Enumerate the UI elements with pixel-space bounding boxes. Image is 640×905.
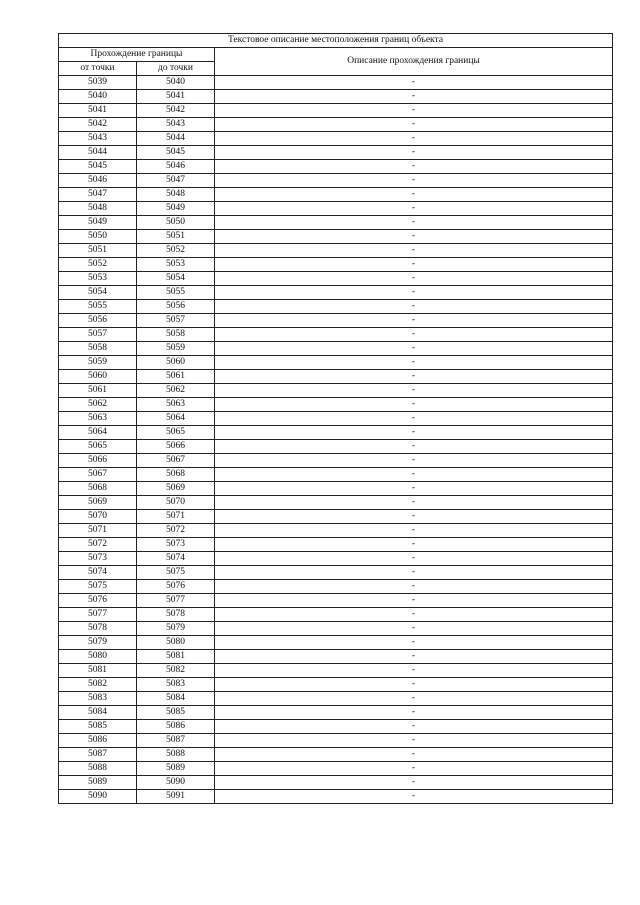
document-page	[58, 33, 612, 804]
to-point-cell: 5081	[137, 650, 215, 664]
from-point-cell: 5051	[59, 244, 137, 258]
to-point-cell: 5071	[137, 510, 215, 524]
from-point-cell: 5044	[59, 146, 137, 160]
description-cell: -	[215, 552, 613, 566]
to-point-cell: 5051	[137, 230, 215, 244]
to-point-cell: 5043	[137, 118, 215, 132]
from-point-cell: 5041	[59, 104, 137, 118]
description-cell: -	[215, 174, 613, 188]
from-point-cell: 5048	[59, 202, 137, 216]
description-cell: -	[215, 748, 613, 762]
from-point-cell: 5039	[59, 76, 137, 90]
from-point-cell: 5065	[59, 440, 137, 454]
to-point-cell: 5074	[137, 552, 215, 566]
table-row	[59, 636, 613, 650]
description-cell: -	[215, 230, 613, 244]
table-row	[59, 286, 613, 300]
from-point-cell: 5080	[59, 650, 137, 664]
table-row	[59, 538, 613, 552]
table-row	[59, 300, 613, 314]
description-cell: -	[215, 118, 613, 132]
description-column-header: Описание прохождения границы	[215, 48, 613, 76]
table-row	[59, 790, 613, 804]
description-cell: -	[215, 524, 613, 538]
from-point-cell: 5072	[59, 538, 137, 552]
to-point-cell: 5062	[137, 384, 215, 398]
to-point-cell: 5076	[137, 580, 215, 594]
to-point-cell: 5054	[137, 272, 215, 286]
description-cell: -	[215, 342, 613, 356]
table-row	[59, 566, 613, 580]
from-point-column-header: от точки	[59, 62, 137, 76]
description-cell: -	[215, 566, 613, 580]
to-point-cell: 5068	[137, 468, 215, 482]
from-point-cell: 5062	[59, 398, 137, 412]
table-row	[59, 468, 613, 482]
to-point-cell: 5069	[137, 482, 215, 496]
table-row	[59, 356, 613, 370]
description-cell: -	[215, 650, 613, 664]
to-point-cell: 5063	[137, 398, 215, 412]
to-point-cell: 5089	[137, 762, 215, 776]
boundary-passage-header: Прохождение границы	[59, 48, 215, 62]
description-cell: -	[215, 146, 613, 160]
table-row	[59, 314, 613, 328]
from-point-cell: 5054	[59, 286, 137, 300]
table-row	[59, 720, 613, 734]
from-point-cell: 5042	[59, 118, 137, 132]
description-cell: -	[215, 76, 613, 90]
description-cell: -	[215, 636, 613, 650]
from-point-cell: 5045	[59, 160, 137, 174]
table-row	[59, 664, 613, 678]
description-cell: -	[215, 482, 613, 496]
to-point-cell: 5064	[137, 412, 215, 426]
table-row	[59, 202, 613, 216]
description-cell: -	[215, 734, 613, 748]
from-point-cell: 5086	[59, 734, 137, 748]
description-cell: -	[215, 608, 613, 622]
from-point-cell: 5089	[59, 776, 137, 790]
to-point-cell: 5059	[137, 342, 215, 356]
from-point-cell: 5053	[59, 272, 137, 286]
from-point-cell: 5059	[59, 356, 137, 370]
table-row	[59, 244, 613, 258]
table-row	[59, 748, 613, 762]
description-cell: -	[215, 258, 613, 272]
table-row	[59, 762, 613, 776]
from-point-cell: 5056	[59, 314, 137, 328]
table-row	[59, 496, 613, 510]
to-point-cell: 5073	[137, 538, 215, 552]
description-cell: -	[215, 384, 613, 398]
table-title: Текстовое описание местоположения границ объекта	[59, 34, 613, 48]
to-point-cell: 5047	[137, 174, 215, 188]
to-point-cell: 5050	[137, 216, 215, 230]
to-point-cell: 5058	[137, 328, 215, 342]
from-point-cell: 5050	[59, 230, 137, 244]
to-point-cell: 5083	[137, 678, 215, 692]
from-point-cell: 5057	[59, 328, 137, 342]
from-point-cell: 5082	[59, 678, 137, 692]
table-row	[59, 552, 613, 566]
from-point-cell: 5066	[59, 454, 137, 468]
description-cell: -	[215, 370, 613, 384]
table-row	[59, 174, 613, 188]
table-row	[59, 258, 613, 272]
table-row	[59, 454, 613, 468]
description-cell: -	[215, 412, 613, 426]
from-point-cell: 5088	[59, 762, 137, 776]
from-point-cell: 5064	[59, 426, 137, 440]
table-row	[59, 426, 613, 440]
description-cell: -	[215, 104, 613, 118]
description-cell: -	[215, 90, 613, 104]
table-row	[59, 76, 613, 90]
description-cell: -	[215, 720, 613, 734]
description-cell: -	[215, 286, 613, 300]
to-point-cell: 5066	[137, 440, 215, 454]
from-point-cell: 5049	[59, 216, 137, 230]
table-row	[59, 594, 613, 608]
description-cell: -	[215, 678, 613, 692]
to-point-cell: 5044	[137, 132, 215, 146]
from-point-cell: 5069	[59, 496, 137, 510]
from-point-cell: 5081	[59, 664, 137, 678]
from-point-cell: 5079	[59, 636, 137, 650]
to-point-cell: 5045	[137, 146, 215, 160]
from-point-cell: 5063	[59, 412, 137, 426]
description-cell: -	[215, 440, 613, 454]
description-cell: -	[215, 622, 613, 636]
description-cell: -	[215, 496, 613, 510]
description-cell: -	[215, 706, 613, 720]
table-row	[59, 510, 613, 524]
from-point-cell: 5052	[59, 258, 137, 272]
from-point-cell: 5068	[59, 482, 137, 496]
table-row	[59, 412, 613, 426]
from-point-cell: 5085	[59, 720, 137, 734]
description-cell: -	[215, 454, 613, 468]
description-cell: -	[215, 468, 613, 482]
description-cell: -	[215, 314, 613, 328]
description-cell: -	[215, 398, 613, 412]
table-row	[59, 272, 613, 286]
from-point-cell: 5083	[59, 692, 137, 706]
from-point-cell: 5075	[59, 580, 137, 594]
description-cell: -	[215, 664, 613, 678]
from-point-cell: 5074	[59, 566, 137, 580]
to-point-cell: 5075	[137, 566, 215, 580]
boundary-description-table	[58, 33, 613, 804]
table-row	[59, 482, 613, 496]
from-point-cell: 5043	[59, 132, 137, 146]
description-cell: -	[215, 272, 613, 286]
to-point-cell: 5078	[137, 608, 215, 622]
from-point-cell: 5077	[59, 608, 137, 622]
description-cell: -	[215, 776, 613, 790]
table-row	[59, 188, 613, 202]
to-point-cell: 5057	[137, 314, 215, 328]
to-point-cell: 5082	[137, 664, 215, 678]
table-row	[59, 384, 613, 398]
from-point-cell: 5040	[59, 90, 137, 104]
to-point-cell: 5085	[137, 706, 215, 720]
from-point-cell: 5055	[59, 300, 137, 314]
description-cell: -	[215, 202, 613, 216]
table-row	[59, 622, 613, 636]
to-point-cell: 5061	[137, 370, 215, 384]
table-row	[59, 216, 613, 230]
description-cell: -	[215, 426, 613, 440]
description-cell: -	[215, 580, 613, 594]
description-cell: -	[215, 538, 613, 552]
from-point-cell: 5070	[59, 510, 137, 524]
table-row	[59, 692, 613, 706]
to-point-cell: 5087	[137, 734, 215, 748]
to-point-cell: 5046	[137, 160, 215, 174]
from-point-cell: 5078	[59, 622, 137, 636]
to-point-cell: 5048	[137, 188, 215, 202]
table-row	[59, 650, 613, 664]
description-cell: -	[215, 132, 613, 146]
to-point-cell: 5088	[137, 748, 215, 762]
description-cell: -	[215, 328, 613, 342]
table-row	[59, 328, 613, 342]
to-point-cell: 5067	[137, 454, 215, 468]
table-row	[59, 398, 613, 412]
description-cell: -	[215, 160, 613, 174]
table-body	[59, 76, 613, 804]
from-point-cell: 5047	[59, 188, 137, 202]
table-row	[59, 440, 613, 454]
description-cell: -	[215, 244, 613, 258]
to-point-cell: 5041	[137, 90, 215, 104]
from-point-cell: 5060	[59, 370, 137, 384]
to-point-cell: 5072	[137, 524, 215, 538]
table-header	[59, 34, 613, 76]
from-point-cell: 5046	[59, 174, 137, 188]
table-row	[59, 370, 613, 384]
description-cell: -	[215, 188, 613, 202]
table-row	[59, 776, 613, 790]
to-point-cell: 5049	[137, 202, 215, 216]
to-point-cell: 5091	[137, 790, 215, 804]
from-point-cell: 5090	[59, 790, 137, 804]
table-row	[59, 706, 613, 720]
to-point-cell: 5052	[137, 244, 215, 258]
from-point-cell: 5076	[59, 594, 137, 608]
description-cell: -	[215, 300, 613, 314]
table-row	[59, 146, 613, 160]
to-point-cell: 5055	[137, 286, 215, 300]
to-point-cell: 5079	[137, 622, 215, 636]
table-row	[59, 734, 613, 748]
description-cell: -	[215, 692, 613, 706]
table-row	[59, 524, 613, 538]
to-point-cell: 5077	[137, 594, 215, 608]
description-cell: -	[215, 356, 613, 370]
to-point-column-header: до точки	[137, 62, 215, 76]
table-row	[59, 160, 613, 174]
to-point-cell: 5086	[137, 720, 215, 734]
table-row	[59, 608, 613, 622]
to-point-cell: 5053	[137, 258, 215, 272]
to-point-cell: 5056	[137, 300, 215, 314]
to-point-cell: 5065	[137, 426, 215, 440]
table-row	[59, 104, 613, 118]
to-point-cell: 5040	[137, 76, 215, 90]
to-point-cell: 5090	[137, 776, 215, 790]
table-row	[59, 678, 613, 692]
from-point-cell: 5073	[59, 552, 137, 566]
table-row	[59, 132, 613, 146]
from-point-cell: 5084	[59, 706, 137, 720]
table-row	[59, 580, 613, 594]
from-point-cell: 5061	[59, 384, 137, 398]
to-point-cell: 5084	[137, 692, 215, 706]
from-point-cell: 5087	[59, 748, 137, 762]
from-point-cell: 5058	[59, 342, 137, 356]
to-point-cell: 5080	[137, 636, 215, 650]
description-cell: -	[215, 790, 613, 804]
table-row	[59, 90, 613, 104]
table-row	[59, 230, 613, 244]
description-cell: -	[215, 594, 613, 608]
to-point-cell: 5042	[137, 104, 215, 118]
to-point-cell: 5070	[137, 496, 215, 510]
from-point-cell: 5071	[59, 524, 137, 538]
description-cell: -	[215, 510, 613, 524]
from-point-cell: 5067	[59, 468, 137, 482]
description-cell: -	[215, 762, 613, 776]
to-point-cell: 5060	[137, 356, 215, 370]
table-row	[59, 118, 613, 132]
description-cell: -	[215, 216, 613, 230]
table-row	[59, 342, 613, 356]
